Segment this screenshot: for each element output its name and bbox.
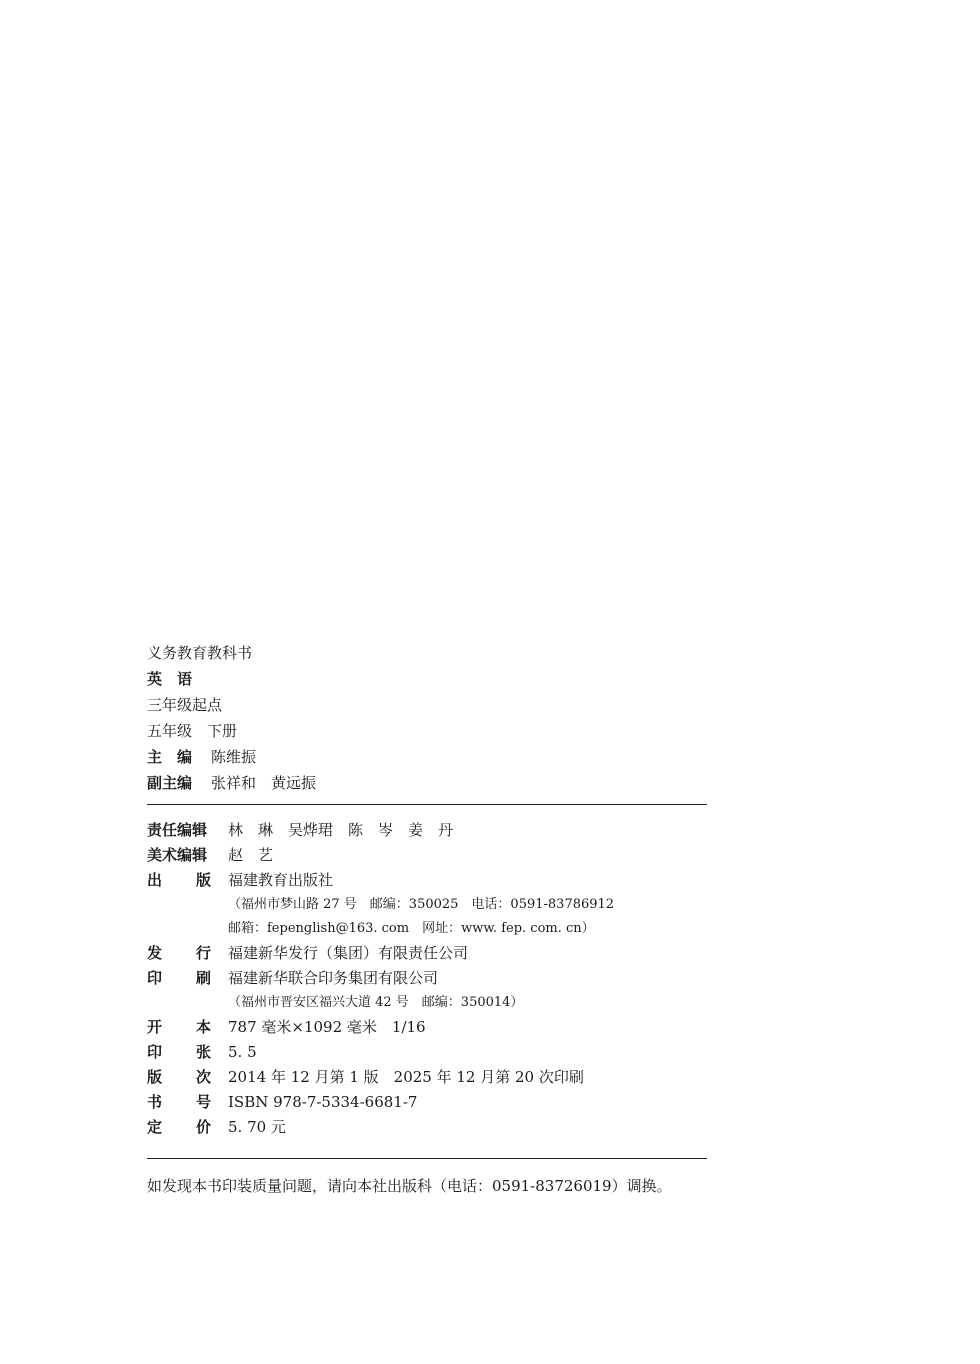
publisher-address-row <box>147 893 707 917</box>
edition-label <box>147 1065 211 1090</box>
isbn-row <box>147 1090 707 1115</box>
series-title <box>147 640 707 666</box>
publisher-label-a: 出 <box>147 871 163 889</box>
format-label-a: 开 <box>147 1018 163 1036</box>
sheets-label-b: 张 <box>195 1043 211 1061</box>
volume-text: 五年级 下册 <box>147 722 238 740</box>
start-grade <box>147 692 707 718</box>
deputy-editor-names: 张祥和 黄远振 <box>211 774 317 792</box>
book-info <box>147 640 707 796</box>
publisher-label <box>147 868 211 893</box>
subject-title <box>147 666 707 692</box>
art-editor-label: 美术编辑 <box>147 846 208 864</box>
deputy-editor-label: 副主编 <box>147 774 193 792</box>
sheets-label <box>147 1040 211 1065</box>
sheets-label-a: 印 <box>147 1043 163 1061</box>
responsible-editor-names: 林 琳 吴烨珺 陈 岑 姜 丹 <box>228 821 454 839</box>
price-value: 5. 70 元 <box>228 1118 286 1136</box>
art-editor-row <box>147 843 707 868</box>
printer-address: （福州市晋安区福兴大道 42 号 邮编：350014） <box>228 995 524 1010</box>
art-editor-name: 赵 艺 <box>228 846 274 864</box>
distributor-label <box>147 941 211 966</box>
series-text: 义务教育教科书 <box>147 644 253 662</box>
isbn-value: ISBN 978-7-5334-6681-7 <box>228 1093 418 1111</box>
printer-label-b: 刷 <box>195 969 211 987</box>
chief-editor-label: 主 编 <box>147 748 193 766</box>
distributor-row <box>147 941 707 966</box>
printer-address-row <box>147 991 707 1015</box>
price-label-b: 价 <box>195 1118 211 1136</box>
format-label <box>147 1015 211 1040</box>
publisher-contact-row <box>147 917 707 941</box>
publisher-contact: 邮箱：fepenglish@163. com 网址：www. fep. com. cn） <box>228 921 595 936</box>
price-label <box>147 1115 211 1140</box>
format-label-b: 本 <box>195 1018 211 1036</box>
subject-text: 英 语 <box>147 670 193 688</box>
format-value: 787 毫米×1092 毫米 1/16 <box>228 1018 426 1036</box>
distributor-label-b: 行 <box>195 944 211 962</box>
publisher-row <box>147 868 707 893</box>
printer-label <box>147 966 211 991</box>
publisher-name: 福建教育出版社 <box>228 871 334 889</box>
printer-label-a: 印 <box>147 969 163 987</box>
isbn-label <box>147 1090 211 1115</box>
start-grade-text: 三年级起点 <box>147 696 223 714</box>
sheets-value: 5. 5 <box>228 1043 257 1061</box>
sheets-row <box>147 1040 707 1065</box>
distributor-name: 福建新华发行（集团）有限责任公司 <box>228 944 469 962</box>
colophon <box>147 818 707 1140</box>
printer-row <box>147 966 707 991</box>
printer-name: 福建新华联合印务集团有限公司 <box>228 969 439 987</box>
responsible-editor-row <box>147 818 707 843</box>
price-label-a: 定 <box>147 1118 163 1136</box>
publisher-label-b: 版 <box>195 871 211 889</box>
isbn-label-a: 书 <box>147 1093 163 1111</box>
distributor-label-a: 发 <box>147 944 163 962</box>
edition-value: 2014 年 12 月第 1 版 2025 年 12 月第 20 次印刷 <box>228 1068 584 1086</box>
chief-editor-name: 陈维振 <box>211 748 257 766</box>
deputy-editor-line <box>147 770 707 796</box>
chief-editor-line <box>147 744 707 770</box>
edition-row <box>147 1065 707 1090</box>
publisher-address: （福州市梦山路 27 号 邮编：350025 电话：0591-83786912 <box>228 897 615 912</box>
format-row <box>147 1015 707 1040</box>
quality-notice: 如发现本书印装质量问题，请向本社出版科（电话：0591-83726019）调换。 <box>147 1177 672 1195</box>
divider-bottom <box>147 1158 707 1159</box>
divider-top <box>147 804 707 805</box>
volume <box>147 718 707 744</box>
price-row <box>147 1115 707 1140</box>
edition-label-a: 版 <box>147 1068 163 1086</box>
edition-label-b: 次 <box>195 1068 211 1086</box>
responsible-editor-label: 责任编辑 <box>147 821 208 839</box>
isbn-label-b: 号 <box>195 1093 211 1111</box>
